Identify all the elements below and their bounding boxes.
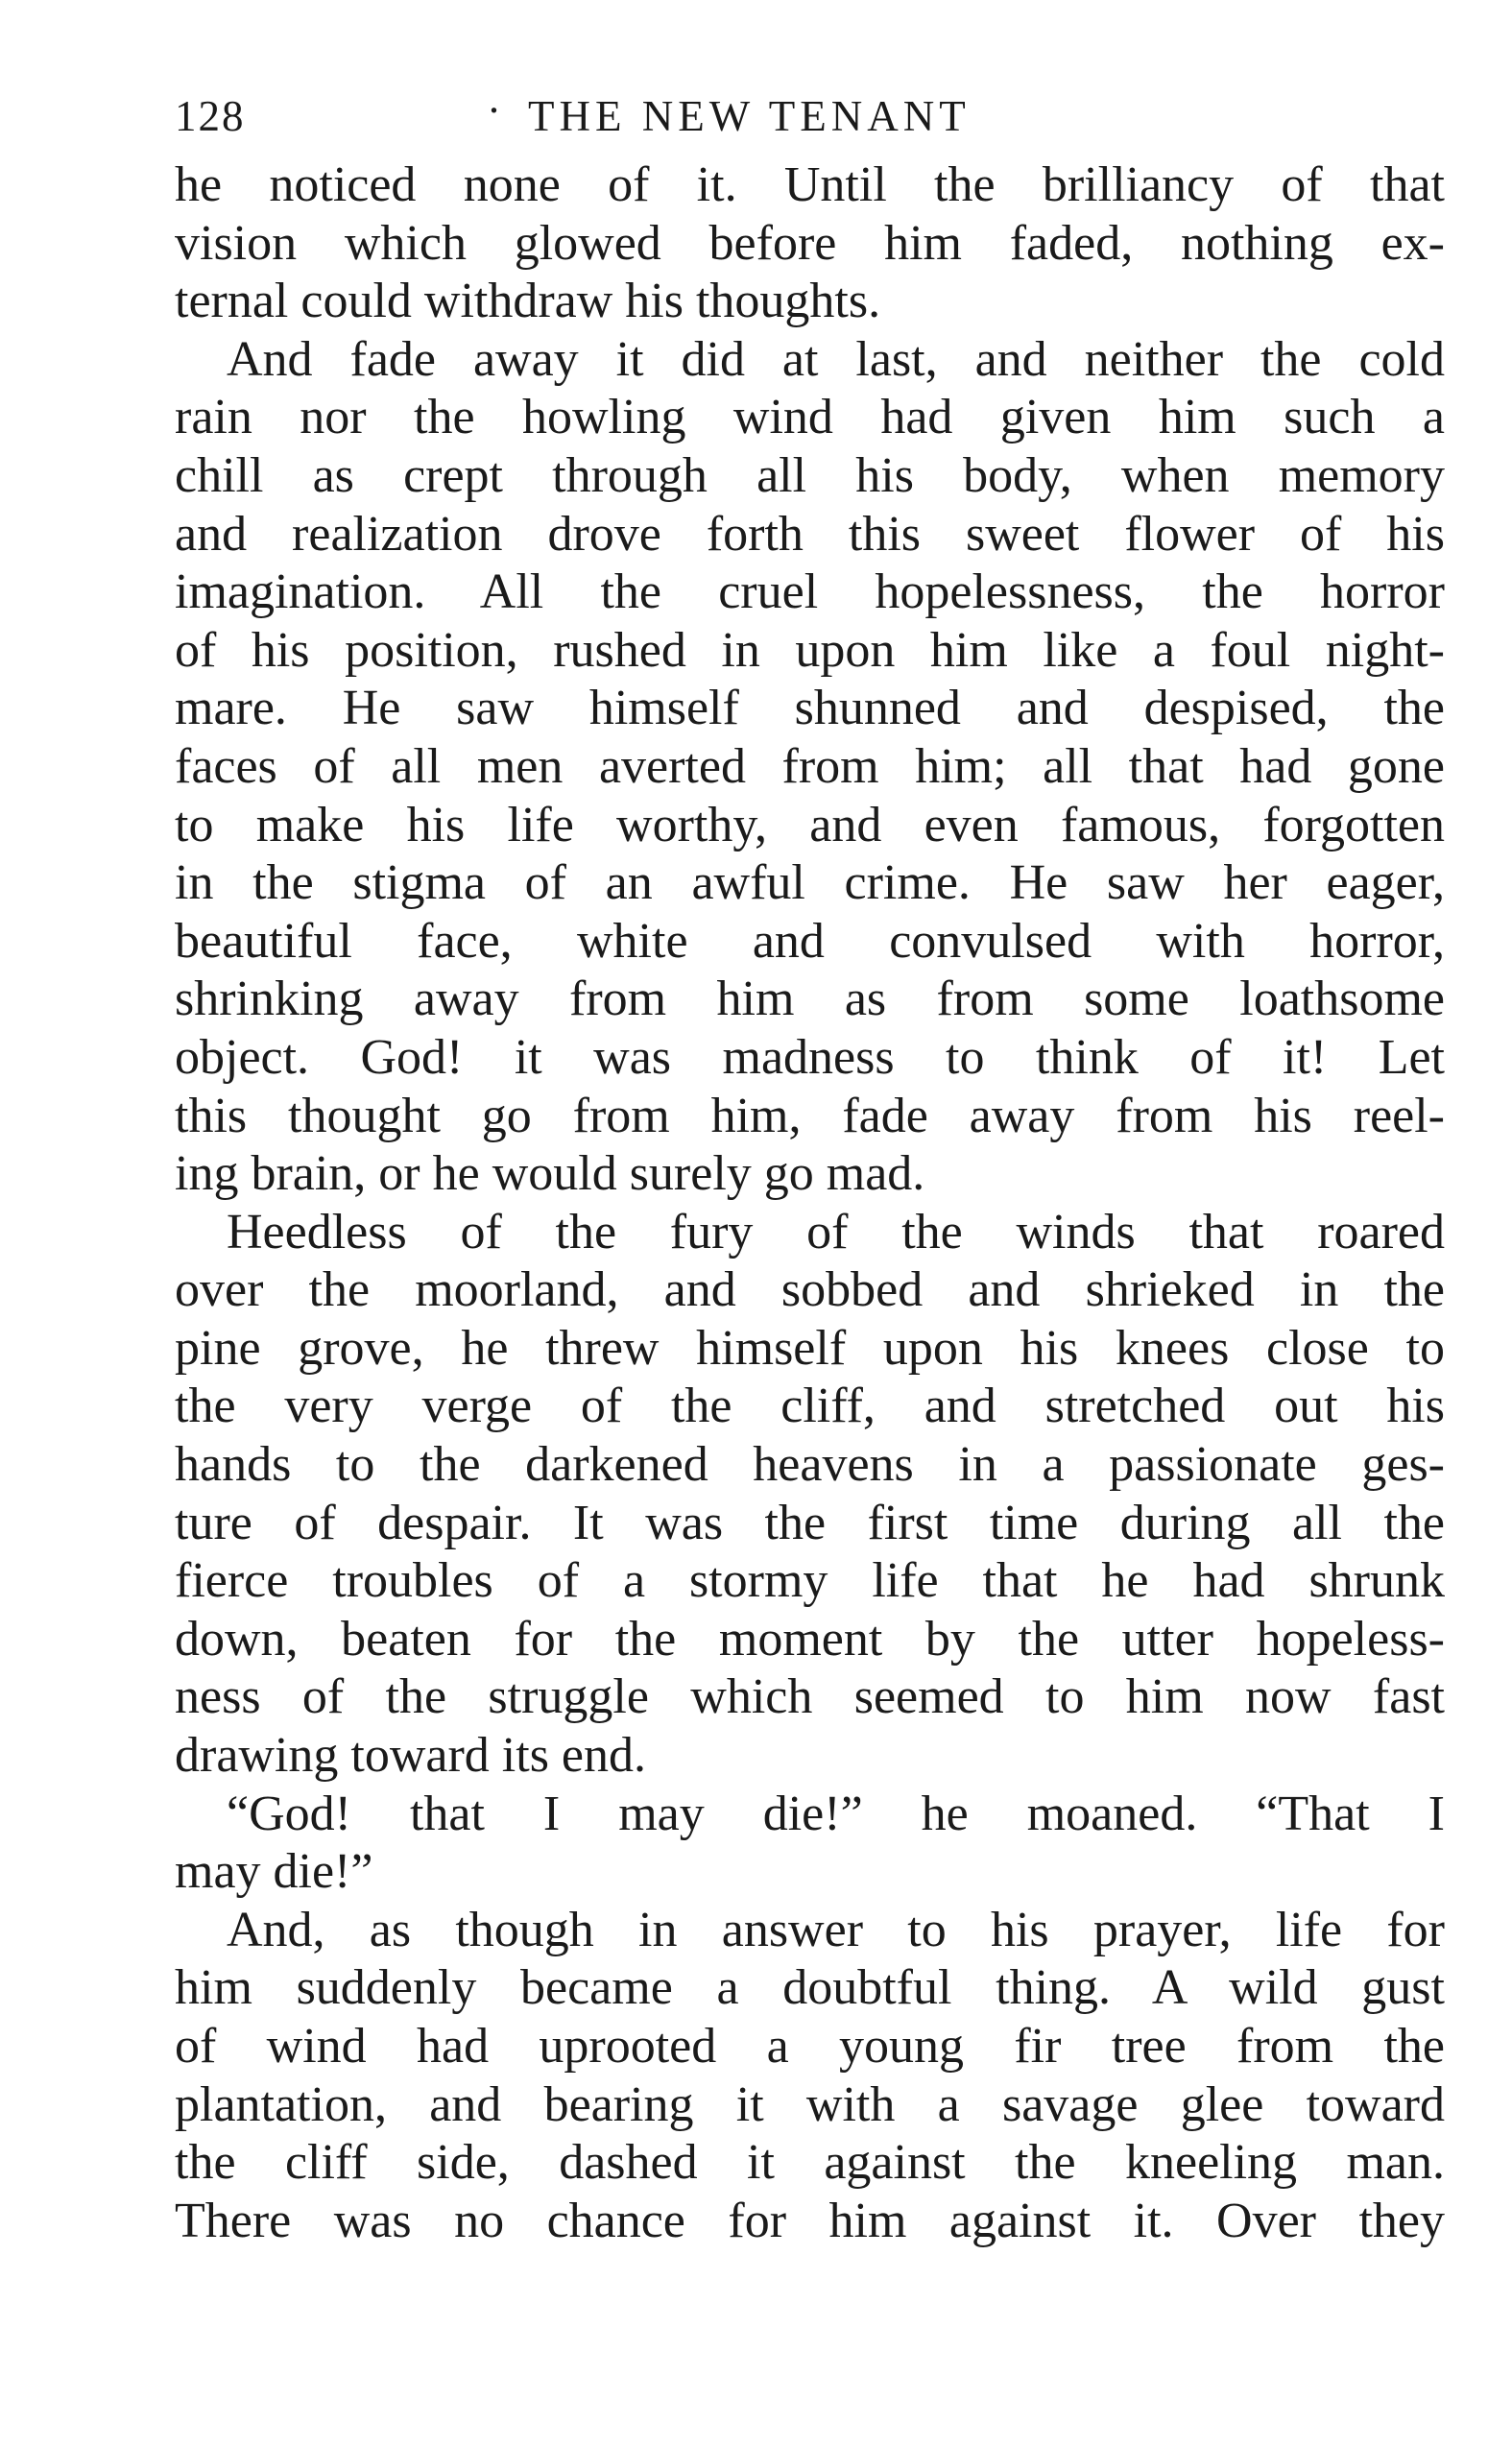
text-line: rain nor the howling wind had given him such a (175, 390, 1445, 445)
paragraph (175, 1204, 1445, 1786)
text-line: ture of despair. It was the first time during all the (175, 1495, 1445, 1550)
text-line: of his position, rushed in upon him like a foul night- (175, 622, 1445, 678)
text-line: mare. He saw himself shunned and despised, the (175, 681, 1445, 736)
text-line: fierce troubles of a stormy life that he had shrunk (175, 1553, 1445, 1609)
text-line: pine grove, he threw himself upon his knees close to (175, 1320, 1445, 1376)
text-line: chill as crept through all his body, when memory (175, 447, 1445, 503)
text-line: And fade away it did at last, and neither the cold (227, 331, 1445, 387)
text-line: ing brain, or he would surely go mad. (175, 1146, 925, 1202)
text-line: may die!” (175, 1844, 373, 1900)
text-line: in the stigma of an awful crime. He saw her eager, (175, 855, 1445, 911)
text-line: over the moorland, and sobbed and shrieked in the (175, 1262, 1445, 1318)
text-line: plantation, and bearing it with a savage glee toward (175, 2076, 1445, 2132)
text-line: hands to the darkened heavens in a passionate ges- (175, 1437, 1445, 1493)
paragraph (175, 1786, 1445, 1902)
text-line: And, as though in answer to his prayer, life for (227, 1902, 1445, 1957)
running-header (175, 86, 1445, 149)
text-line: ternal could withdraw his thoughts. (175, 274, 881, 329)
text-line: and realization drove forth this sweet flower of his (175, 506, 1445, 562)
text-line: ness of the struggle which seemed to him now fast (175, 1669, 1445, 1725)
text-line: Heedless of the fury of the winds that roared (227, 1204, 1445, 1259)
running-title: THE NEW TENANT (528, 92, 971, 140)
text-line: imagination. All the cruel hopelessness, the horror (175, 564, 1445, 620)
text-line: to make his life worthy, and even famous, forgotten (175, 797, 1445, 852)
body-text (175, 156, 1445, 2250)
page-number: 128 (175, 92, 246, 140)
paragraph (175, 1902, 1445, 2251)
text-line: down, beaten for the moment by the utter hopeless- (175, 1611, 1445, 1667)
text-line: shrinking away from him as from some loathsome (175, 972, 1445, 1027)
text-line: There was no chance for him against it. Over they (175, 2193, 1445, 2248)
text-line: him suddenly became a doubtful thing. A wild gust (175, 1960, 1445, 2016)
text-line: “God! that I may die!” he moaned. “That I (227, 1786, 1445, 1841)
paragraph (175, 331, 1445, 1204)
text-line: drawing toward its end. (175, 1728, 647, 1784)
header-separator: · (487, 86, 503, 134)
text-line: beautiful face, white and convulsed with horror, (175, 913, 1445, 969)
text-line: this thought go from him, fade away from his reel- (175, 1088, 1445, 1143)
text-line: the cliff side, dashed it against the kneeling man. (175, 2135, 1445, 2191)
book-page (175, 86, 1445, 2250)
text-line: faces of all men averted from him; all that had gone (175, 738, 1445, 794)
text-line: of wind had uprooted a young fir tree from the (175, 2019, 1445, 2074)
text-line: the very verge of the cliff, and stretched out his (175, 1379, 1445, 1434)
text-line: vision which glowed before him faded, nothing ex- (175, 215, 1445, 271)
paragraph (175, 156, 1445, 331)
text-line: he noticed none of it. Until the brilliancy of that (175, 157, 1445, 212)
text-line: object. God! it was madness to think of it! Let (175, 1029, 1445, 1085)
